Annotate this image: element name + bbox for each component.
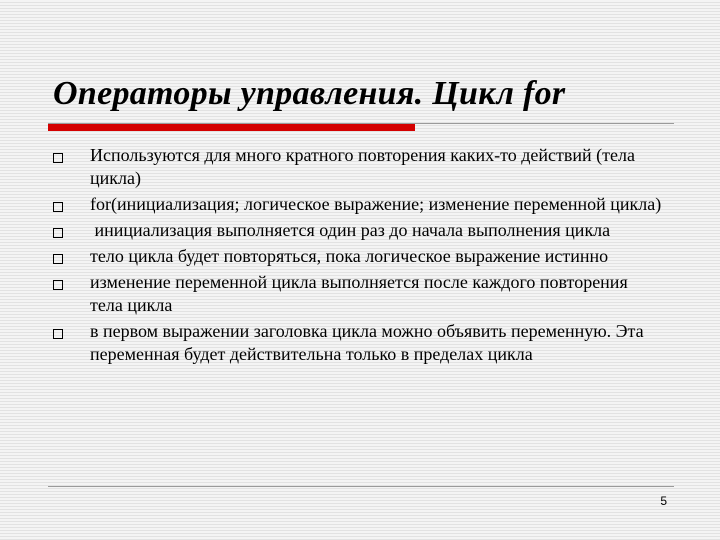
bullet-item <box>53 320 663 366</box>
square-bullet-icon <box>53 329 63 339</box>
bullet-item <box>53 144 663 190</box>
square-bullet-icon <box>53 280 63 290</box>
bullet-text: тело цикла будет повторяться, пока логическое выражение истинно <box>90 246 609 266</box>
square-bullet-icon <box>53 153 63 163</box>
bullet-text: в первом выражении заголовка цикла можно объявить переменную. Эта переменная будет действительна только в пределах цикла <box>90 321 644 364</box>
bullet-item <box>53 219 663 242</box>
bullet-item <box>53 245 663 268</box>
footer-divider-line <box>48 486 674 487</box>
bullet-text: инициализация выполняется один раз до начала выполнения цикла <box>90 220 611 240</box>
square-bullet-icon <box>53 202 63 212</box>
bullet-text: for(инициализация; логическое выражение; изменение переменной цикла) <box>90 194 662 214</box>
title-accent-bar <box>48 124 415 131</box>
bullet-item <box>53 193 663 216</box>
bullet-text: Используются для много кратного повторения каких-то действий (тела цикла) <box>90 145 635 188</box>
slide-title: Операторы управления. Цикл for <box>53 75 566 112</box>
square-bullet-icon <box>53 254 63 264</box>
bullet-text: изменение переменной цикла выполняется после каждого повторения тела цикла <box>90 272 628 315</box>
bullet-list <box>53 144 663 369</box>
page-number: 5 <box>660 494 667 508</box>
bullet-item <box>53 271 663 317</box>
square-bullet-icon <box>53 228 63 238</box>
